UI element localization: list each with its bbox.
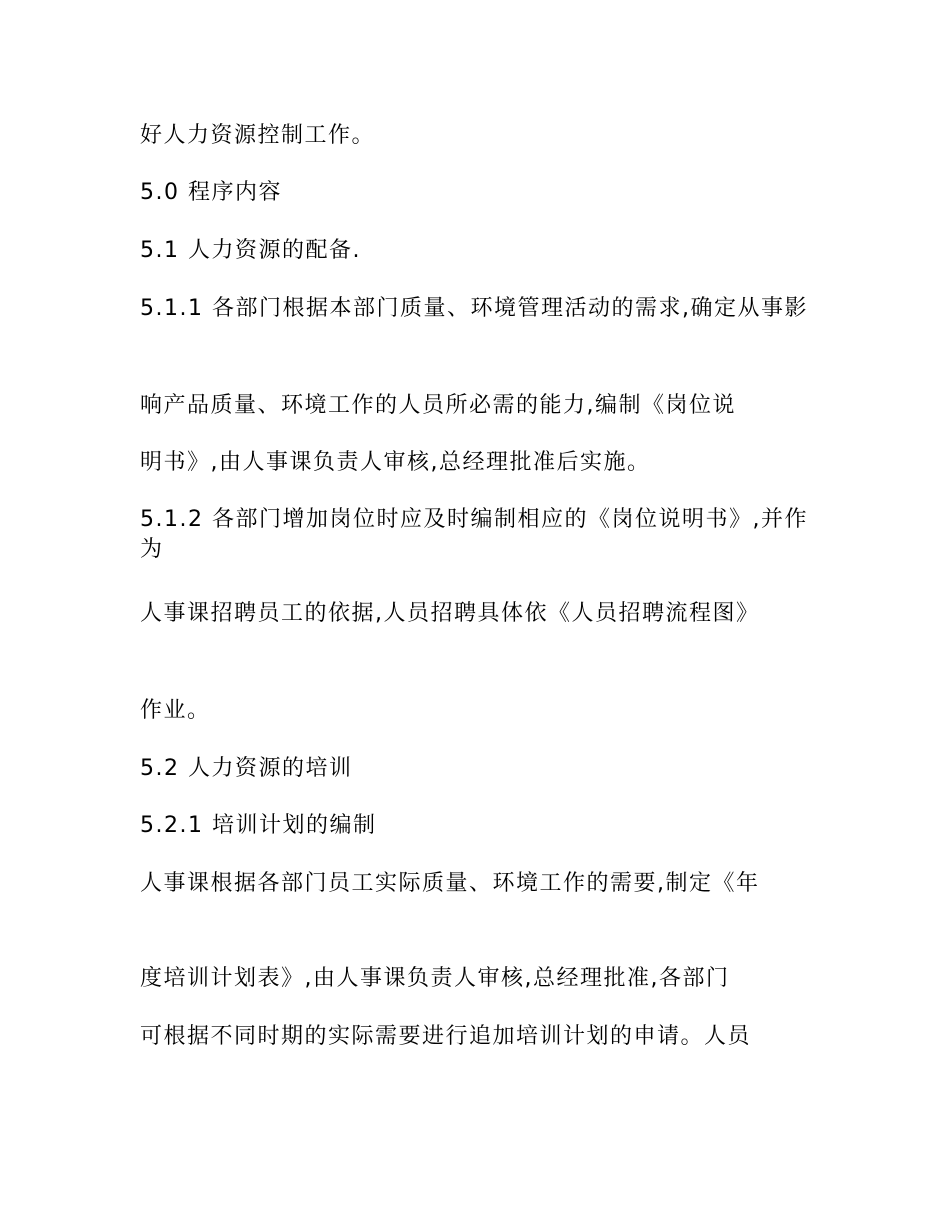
paragraph-5-1-1-line: 5.1.1 各部门根据本部门质量、环境管理活动的需求,确定从事影 (140, 296, 808, 321)
paragraph-line: 好人力资源控制工作。 (140, 123, 376, 148)
section-heading-5-2-1: 5.2.1 培训计划的编制 (140, 813, 377, 838)
paragraph-line: 度培训计划表》,由人事课负责人审核,总经理批准,各部门 (140, 966, 730, 991)
paragraph-line: 人事课招聘员工的依据,人员招聘具体依《人员招聘流程图》 (140, 601, 760, 626)
paragraph-5-1-2-line: 5.1.2 各部门增加岗位时应及时编制相应的《岗位说明书》,并作为 (140, 507, 808, 562)
paragraph-line: 作业。 (140, 698, 211, 723)
section-heading-5-2: 5.2 人力资源的培训 (140, 756, 353, 781)
paragraph-line: 人事课根据各部门员工实际质量、环境工作的需要,制定《年 (140, 871, 760, 896)
paragraph-line: 响产品质量、环境工作的人员所必需的能力,编制《岗位说 (140, 393, 736, 418)
section-heading-5-1: 5.1 人力资源的配备. (140, 238, 361, 263)
section-heading-5-0: 5.0 程序内容 (140, 180, 282, 205)
paragraph-line: 明书》,由人事课负责人审核,总经理批准后实施。 (140, 450, 651, 475)
paragraph-line: 可根据不同时期的实际需要进行追加培训计划的申请。人员 (140, 1024, 752, 1049)
